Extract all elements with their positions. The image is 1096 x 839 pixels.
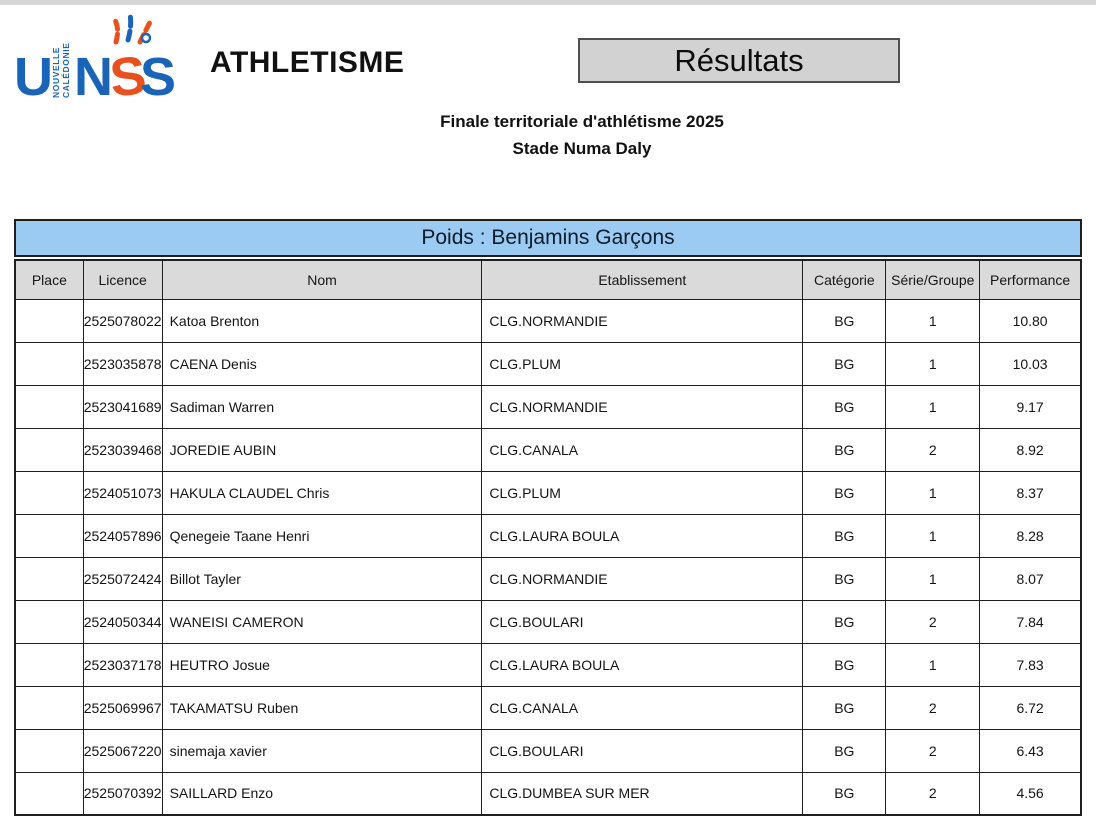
cell-categorie: BG	[803, 772, 886, 815]
unss-logo	[14, 10, 175, 109]
cell-place	[15, 600, 83, 643]
cell-serie-groupe: 1	[886, 514, 980, 557]
results-header-box	[578, 38, 900, 83]
cell-serie-groupe: 2	[886, 772, 980, 815]
event-category-title: Poids : Benjamins Garçons	[14, 219, 1082, 257]
cell-licence: 2525069967	[83, 686, 162, 729]
cell-etablissement: CLG.PLUM	[482, 471, 803, 514]
col-header-etablissement: Etablissement	[482, 260, 803, 299]
logo-region-line2: CALÉDONIE	[60, 42, 71, 98]
cell-place	[15, 557, 83, 600]
table-row	[15, 600, 1081, 643]
cell-performance: 8.92	[980, 428, 1081, 471]
cell-performance: 7.84	[980, 600, 1081, 643]
table-row	[15, 342, 1081, 385]
page-title: ATHLETISME	[210, 46, 405, 79]
cell-nom: sinemaja xavier	[162, 729, 482, 772]
cell-performance: 7.83	[980, 643, 1081, 686]
table-row	[15, 299, 1081, 342]
results-table	[14, 259, 1082, 816]
event-subtitle	[34, 108, 1096, 162]
cagou-bird-crest-icon	[106, 8, 158, 48]
table-row	[15, 428, 1081, 471]
table-row	[15, 729, 1081, 772]
cell-categorie: BG	[803, 299, 886, 342]
cell-categorie: BG	[803, 600, 886, 643]
cell-nom: JOREDIE AUBIN	[162, 428, 482, 471]
cell-categorie: BG	[803, 557, 886, 600]
cell-categorie: BG	[803, 385, 886, 428]
cell-nom: HEUTRO Josue	[162, 643, 482, 686]
cell-etablissement: CLG.CANALA	[482, 686, 803, 729]
cell-categorie: BG	[803, 342, 886, 385]
table-row	[15, 514, 1081, 557]
col-header-performance: Performance	[980, 260, 1081, 299]
cell-serie-groupe: 1	[886, 557, 980, 600]
logo-region-text	[52, 36, 72, 98]
cell-performance: 10.03	[980, 342, 1081, 385]
cell-place	[15, 686, 83, 729]
col-header-place: Place	[15, 260, 83, 299]
cell-etablissement: CLG.NORMANDIE	[482, 385, 803, 428]
cell-performance: 6.43	[980, 729, 1081, 772]
cell-serie-groupe: 2	[886, 686, 980, 729]
results-label: Résultats	[674, 42, 804, 78]
logo-letter-u: U	[14, 46, 51, 107]
cell-performance: 10.80	[980, 299, 1081, 342]
cell-place	[15, 342, 83, 385]
cell-licence: 2524057896	[83, 514, 162, 557]
cell-nom: Billot Tayler	[162, 557, 482, 600]
cell-nom: WANEISI CAMERON	[162, 600, 482, 643]
cell-nom: Qenegeie Taane Henri	[162, 514, 482, 557]
cell-licence: 2525078022	[83, 299, 162, 342]
cell-licence: 2523035878	[83, 342, 162, 385]
col-header-nom: Nom	[162, 260, 482, 299]
cell-etablissement: CLG.NORMANDIE	[482, 557, 803, 600]
cell-etablissement: CLG.BOULARI	[482, 729, 803, 772]
cell-performance: 4.56	[980, 772, 1081, 815]
cell-nom: Sadiman Warren	[162, 385, 482, 428]
cell-place	[15, 428, 83, 471]
cell-categorie: BG	[803, 514, 886, 557]
cell-etablissement: CLG.DUMBEA SUR MER	[482, 772, 803, 815]
event-venue: Stade Numa Daly	[512, 139, 652, 158]
table-row	[15, 643, 1081, 686]
table-row	[15, 772, 1081, 815]
cell-licence: 2525067220	[83, 729, 162, 772]
cell-nom: HAKULA CLAUDEL Chris	[162, 471, 482, 514]
cell-licence: 2524050344	[83, 600, 162, 643]
cell-etablissement: CLG.BOULARI	[482, 600, 803, 643]
cell-serie-groupe: 1	[886, 385, 980, 428]
cell-categorie: BG	[803, 729, 886, 772]
col-header-licence: Licence	[83, 260, 162, 299]
cell-etablissement: CLG.LAURA BOULA	[482, 643, 803, 686]
cell-serie-groupe: 1	[886, 471, 980, 514]
event-title: Finale territoriale d'athlétisme 2025	[440, 112, 724, 131]
logo-region-line1: NOUVELLE	[51, 46, 61, 98]
cell-place	[15, 772, 83, 815]
table-row	[15, 471, 1081, 514]
cell-nom: Katoa Brenton	[162, 299, 482, 342]
cell-serie-groupe: 1	[886, 342, 980, 385]
cell-place	[15, 471, 83, 514]
table-row	[15, 557, 1081, 600]
cell-licence: 2524051073	[83, 471, 162, 514]
cell-licence: 2523039468	[83, 428, 162, 471]
cell-serie-groupe: 1	[886, 299, 980, 342]
cell-performance: 9.17	[980, 385, 1081, 428]
results-table-section	[14, 219, 1082, 816]
cell-licence: 2523037178	[83, 643, 162, 686]
cell-categorie: BG	[803, 471, 886, 514]
cell-performance: 8.37	[980, 471, 1081, 514]
logo-letter-n: N	[74, 46, 111, 107]
cell-categorie: BG	[803, 428, 886, 471]
col-header-serie-groupe: Série/Groupe	[886, 260, 980, 299]
cell-categorie: BG	[803, 686, 886, 729]
cell-categorie: BG	[803, 643, 886, 686]
cell-place	[15, 643, 83, 686]
cell-place	[15, 514, 83, 557]
col-header-categorie: Catégorie	[803, 260, 886, 299]
cell-licence: 2525072424	[83, 557, 162, 600]
cell-nom: SAILLARD Enzo	[162, 772, 482, 815]
logo-letter-s: S	[140, 46, 175, 107]
cell-etablissement: CLG.CANALA	[482, 428, 803, 471]
table-row	[15, 385, 1081, 428]
cell-serie-groupe: 2	[886, 600, 980, 643]
cell-performance: 8.07	[980, 557, 1081, 600]
cell-etablissement: CLG.PLUM	[482, 342, 803, 385]
cell-performance: 6.72	[980, 686, 1081, 729]
cell-place	[15, 299, 83, 342]
cell-nom: CAENA Denis	[162, 342, 482, 385]
cell-performance: 8.28	[980, 514, 1081, 557]
cell-place	[15, 729, 83, 772]
cell-serie-groupe: 2	[886, 428, 980, 471]
cell-place	[15, 385, 83, 428]
cell-serie-groupe: 2	[886, 729, 980, 772]
cell-etablissement: CLG.LAURA BOULA	[482, 514, 803, 557]
cell-licence: 2525070392	[83, 772, 162, 815]
table-header-row	[15, 260, 1081, 299]
cell-serie-groupe: 1	[886, 643, 980, 686]
table-row	[15, 686, 1081, 729]
cell-etablissement: CLG.NORMANDIE	[482, 299, 803, 342]
logo-letter-s-orange: S	[106, 45, 148, 109]
cell-licence: 2523041689	[83, 385, 162, 428]
results-tbody	[15, 299, 1081, 815]
page-top-edge	[0, 0, 1096, 5]
cell-nom: TAKAMATSU Ruben	[162, 686, 482, 729]
